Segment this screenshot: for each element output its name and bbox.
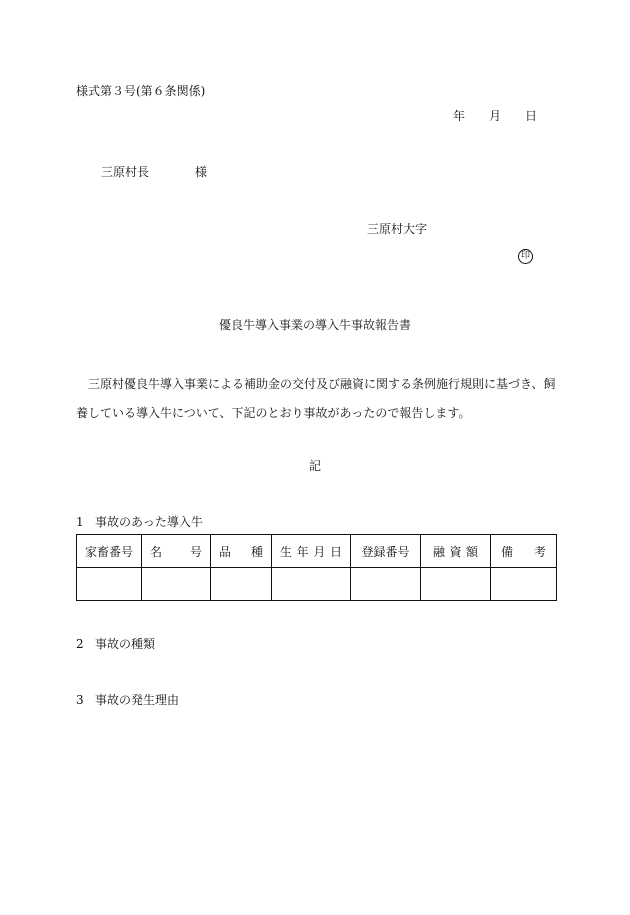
applicant-address: 三原村大字 xyxy=(367,222,428,236)
section-2-heading xyxy=(76,636,155,652)
section-2-number: 2 xyxy=(76,637,84,651)
section-1-label: 事故のあった導入牛 xyxy=(95,515,203,529)
header-livestock-number: 家畜番号 xyxy=(77,535,142,568)
header-registration-number: 登録番号 xyxy=(351,535,421,568)
section-1-heading xyxy=(76,514,203,530)
body-text: 三原村優良牛導入事業による補助金の交付及び融資に関する条例施行規則に基づき、飼養している導入牛について、下記のとおり事故があったので報告します。 xyxy=(76,377,556,420)
header-birth-date: 生 年 月 日 xyxy=(272,535,351,568)
date-day-label: 日 xyxy=(525,109,538,123)
table-cell xyxy=(491,568,557,601)
table-cell xyxy=(421,568,491,601)
cattle-table xyxy=(76,534,557,601)
form-number: 様式第３号(第６条関係) xyxy=(76,84,206,98)
date-line xyxy=(453,108,537,124)
section-3-heading xyxy=(76,692,179,708)
table-cell xyxy=(272,568,351,601)
seal-mark: 印 xyxy=(518,249,533,264)
table-row xyxy=(77,568,557,601)
header-breed: 品 種 xyxy=(211,535,272,568)
section-2-label: 事故の種類 xyxy=(95,637,156,651)
table-header-row xyxy=(77,535,557,568)
date-year-label: 年 xyxy=(453,109,466,123)
date-month-label: 月 xyxy=(489,109,502,123)
section-1-number: 1 xyxy=(76,515,84,529)
table-cell xyxy=(142,568,211,601)
addressee-honorific: 様 xyxy=(195,165,208,179)
section-3-label: 事故の発生理由 xyxy=(95,693,180,707)
document-title: 優良牛導入事業の導入牛事故報告書 xyxy=(218,318,411,332)
table-cell xyxy=(211,568,272,601)
section-3-number: 3 xyxy=(76,693,84,707)
ki-heading: 記 xyxy=(308,459,321,473)
addressee xyxy=(101,164,207,180)
addressee-name: 三原村長 xyxy=(101,165,150,179)
table-cell xyxy=(351,568,421,601)
header-remarks: 備 考 xyxy=(491,535,557,568)
table-cell xyxy=(77,568,142,601)
header-loan-amount: 融 資 額 xyxy=(421,535,491,568)
header-name: 名 号 xyxy=(142,535,211,568)
